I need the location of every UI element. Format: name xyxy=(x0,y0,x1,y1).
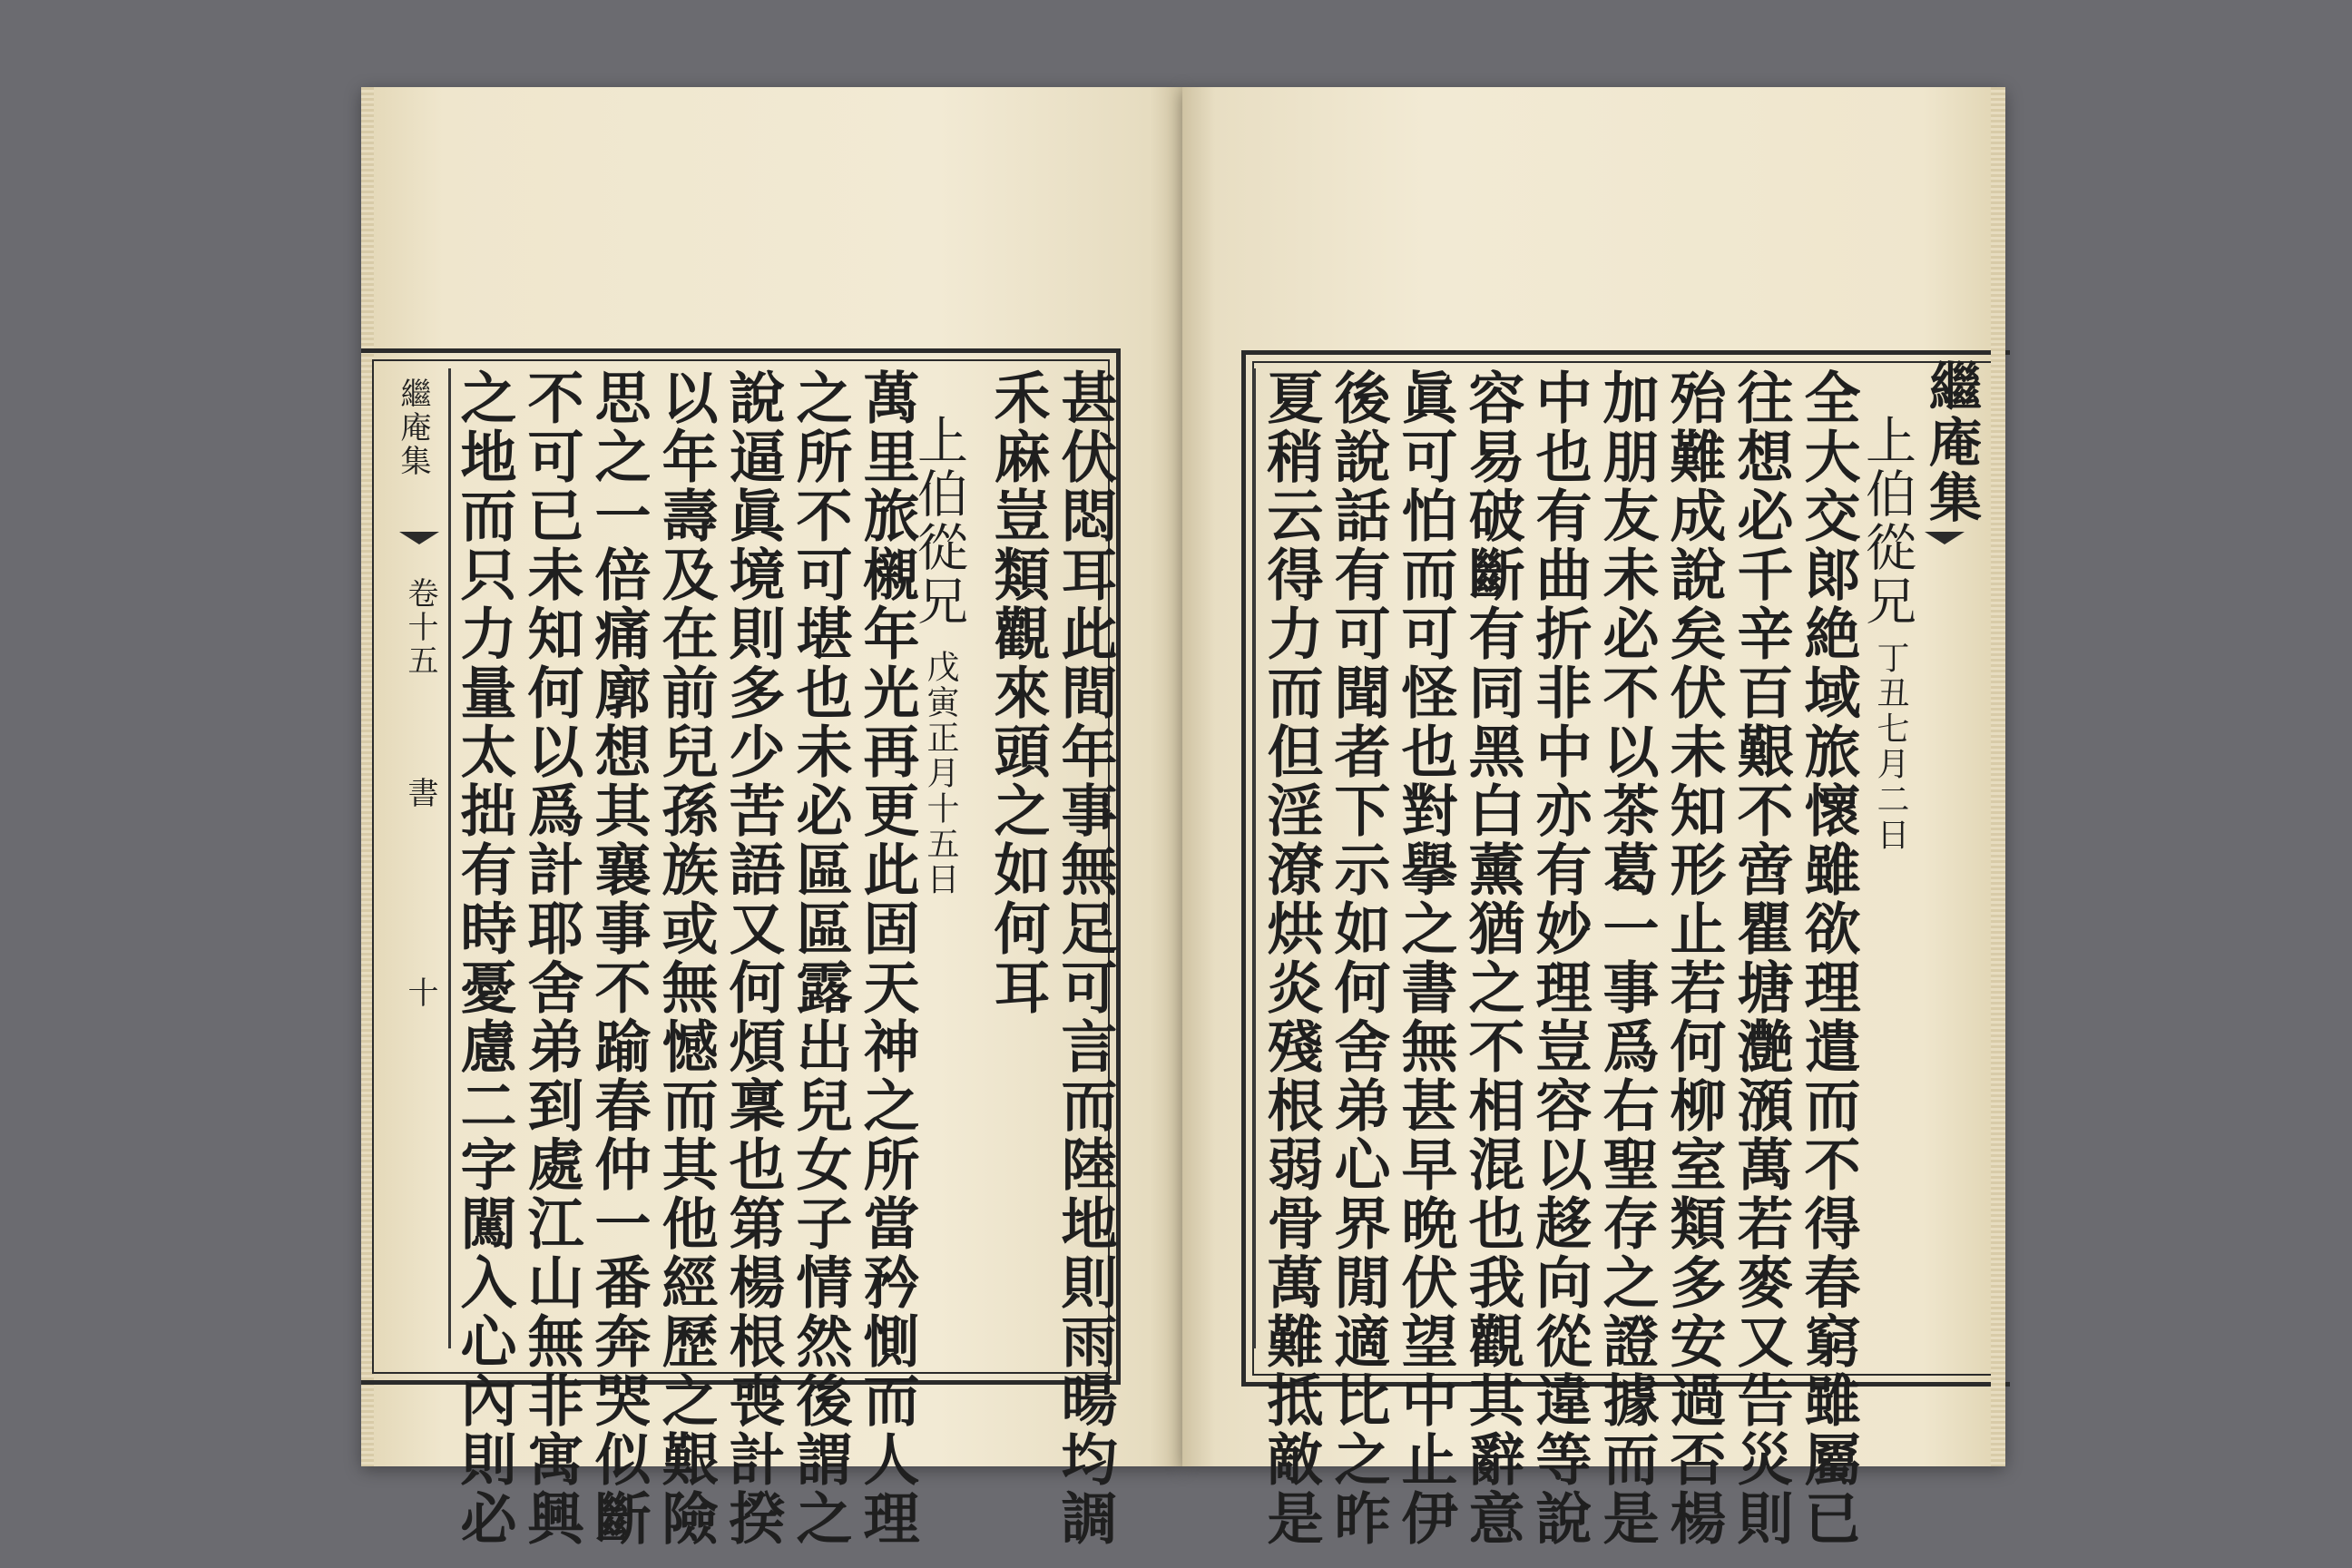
text-column: 說逼眞境則多少苦語又何煩稟也第楊根喪計揆 xyxy=(720,368,786,1548)
text-column: 以年壽及在前兒孫族或無憾而其他經歷之艱險 xyxy=(652,368,719,1548)
letter-heading: 上伯從兄 xyxy=(909,414,968,628)
text-column: 容易破斷有同黑白薰猶之不相混也我觀其辭意 xyxy=(1459,368,1525,1548)
text-column: 夏稍云得力而但淫潦烘炎殘根弱骨萬難抵敵是 xyxy=(1258,368,1324,1548)
text-column: 全大交郞絶域旅懷雖欲理遣而不得春窮雖屬已 xyxy=(1795,368,1861,1548)
text-column: 萬里旅櫬年光再更此固天神之所當矜惻而人理 xyxy=(854,368,920,1548)
right-margin-title: 繼庵集 xyxy=(1920,359,1982,525)
text-column: 後說話有可聞者下示如何舍弟心界閒適比之昨 xyxy=(1325,368,1391,1548)
text-column: 不可已未知何以爲計耶舍弟到處江山無非寓興 xyxy=(518,368,584,1548)
text-column: 殆難成說矣伏未知形止若何柳室類多安過否楊 xyxy=(1661,368,1727,1548)
text-column: 思之一倍痛廓想其襄事不踰春仲一番奔哭似斷 xyxy=(585,368,652,1548)
text-column: 甚伏悶耳此間年事無足可言而陸地則雨暘均調 xyxy=(1052,368,1118,1548)
left-margin-title: 繼庵集 xyxy=(395,377,431,478)
text-column: 眞可怕而可怪也對擧之書無甚早晩伏望中止伊 xyxy=(1392,368,1458,1548)
left-margin-folio: 十 xyxy=(402,976,438,1010)
open-book xyxy=(361,87,2005,1548)
text-column: 加朋友未必不以茶葛一事爲右聖存之證據而是 xyxy=(1593,368,1660,1548)
right-page xyxy=(1182,87,2005,1548)
left-margin-section: 書 xyxy=(402,777,438,810)
text-column: 之地而只力量太拙有時憂慮二字闖入心內則必 xyxy=(451,368,517,1548)
date-note: 戊寅正月十五日 xyxy=(922,650,959,897)
left-margin-volume: 卷十五 xyxy=(402,577,438,678)
letter-heading: 上伯從兄 xyxy=(1857,414,1916,628)
text-column: 之所不可堪也未必區區露出兒女子情然後謂之 xyxy=(787,368,853,1548)
text-column: 禾麻豈類觀來頭之如何耳 xyxy=(985,368,1051,1017)
column-rule xyxy=(1253,368,1256,1348)
text-column: 往想必千辛百艱不啻瞿塘灔澦萬若麥又告災則 xyxy=(1728,368,1794,1548)
date-note: 丁丑七月二日 xyxy=(1872,641,1909,853)
text-column: 中也有曲折非中亦有妙理豈容以趍向從違等說 xyxy=(1526,368,1592,1548)
left-page xyxy=(361,87,1182,1548)
